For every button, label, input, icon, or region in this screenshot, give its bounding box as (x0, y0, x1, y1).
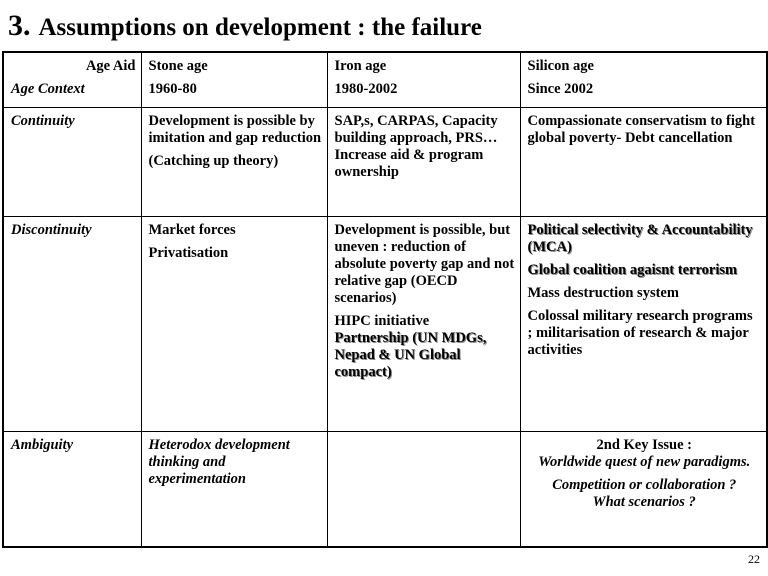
cell-text: (Catching up theory) (148, 152, 279, 169)
continuity-stone-cell (141, 107, 327, 216)
cell-text: Compassionate conservatism to fight global poverty- Debt cancellation (527, 112, 756, 146)
cell-text: Partnership (UN MDGs, Nepad & UN Global compact) (334, 329, 487, 380)
cell-text: HIPC initiative (334, 312, 430, 329)
ambiguity-label-cell (3, 431, 141, 547)
cell-text: Heterodox development thinking and experimentation (148, 436, 290, 487)
ambiguity-silicon-cell (520, 431, 767, 547)
row-label: Ambiguity (11, 436, 74, 453)
age-aid-label: Age Aid (85, 58, 136, 74)
continuity-iron-cell (327, 107, 520, 216)
silicon-age-period: Since 2002 (527, 81, 594, 97)
silicon-age-header (520, 52, 767, 107)
cell-text: Global coalition agaisnt terrorism (527, 261, 738, 278)
header-row (3, 52, 767, 107)
corner-header-cell (3, 52, 141, 107)
discontinuity-iron-cell (327, 216, 520, 431)
discontinuity-row (3, 216, 767, 431)
cell-text: Colossal military research programs ; militarisation of research & major activities (527, 307, 753, 358)
age-context-label: Age Context (11, 81, 85, 97)
cell-text: Privatisation (148, 244, 229, 261)
key-issue-heading: 2nd Key Issue : (596, 436, 692, 453)
cell-text: Development is possible by imitation and gap reduction (148, 112, 322, 146)
ambiguity-iron-cell (327, 431, 520, 547)
cell-text: Political selectivity & Accountability (MCA) (527, 221, 753, 255)
discontinuity-stone-cell (141, 216, 327, 431)
iron-age-period: 1980-2002 (334, 81, 398, 97)
row-label: Continuity (11, 112, 75, 129)
ambiguity-stone-cell (141, 431, 327, 547)
continuity-label-cell (3, 107, 141, 216)
cell-text: SAP,s, CARPAS, Capacity building approach, PRS… Increase aid & program ownership (334, 112, 498, 180)
cell-text: What scenarios ? (592, 493, 696, 510)
row-label: Discontinuity (11, 221, 92, 238)
title-number: 3. (8, 9, 31, 42)
page-number: 22 (748, 552, 760, 566)
cell-text: Development is possible, but uneven : reduction of absolute poverty gap and not relative gap (OECD scenarios) (334, 221, 515, 306)
cell-text: Competition or collaboration ? (552, 476, 737, 493)
cell-text: Worldwide quest of new paradigms. (538, 453, 751, 470)
iron-age-header (327, 52, 520, 107)
discontinuity-label-cell (3, 216, 141, 431)
discontinuity-silicon-cell (520, 216, 767, 431)
stone-age-name: Stone age (148, 58, 208, 74)
title-text: Assumptions on development : the failure (38, 14, 482, 41)
cell-text: Market forces (148, 221, 236, 238)
silicon-age-name: Silicon age (527, 58, 594, 74)
continuity-row (3, 107, 767, 216)
development-assumptions-table (2, 51, 768, 548)
stone-age-period: 1960-80 (148, 81, 197, 97)
continuity-silicon-cell (520, 107, 767, 216)
ambiguity-row (3, 431, 767, 547)
cell-text: Mass destruction system (527, 284, 679, 301)
stone-age-header (141, 52, 327, 107)
iron-age-name: Iron age (334, 58, 387, 74)
slide-title (8, 6, 482, 48)
